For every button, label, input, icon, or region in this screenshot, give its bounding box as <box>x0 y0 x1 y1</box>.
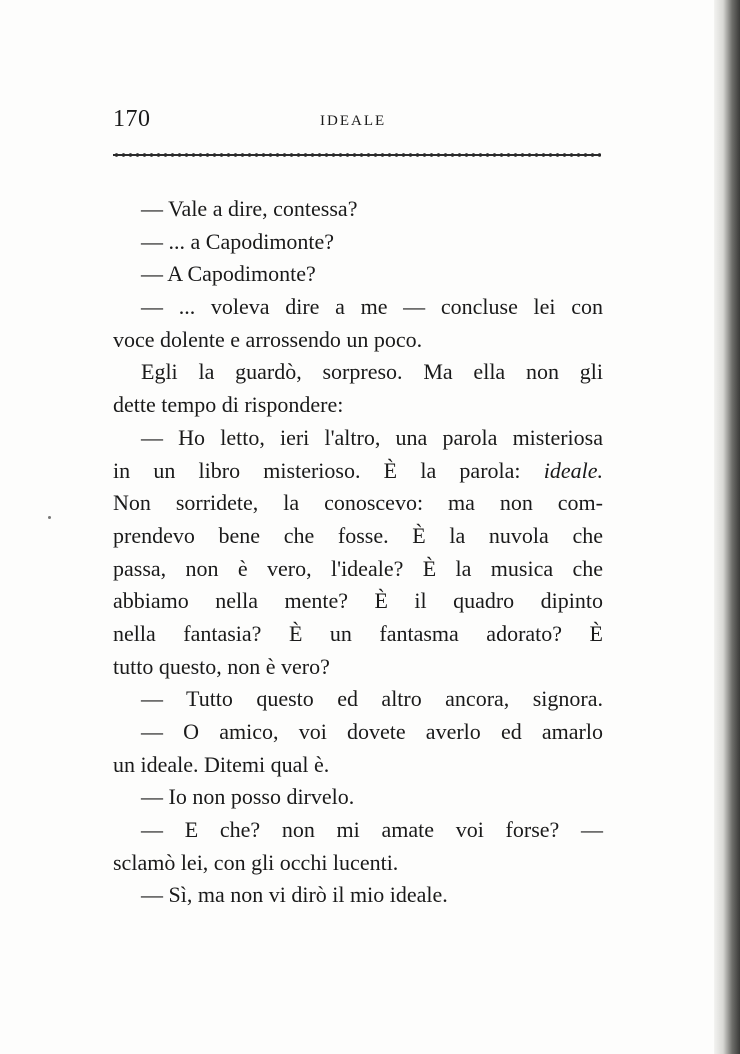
text-line: dette tempo di rispondere: <box>113 392 344 418</box>
text-line: — E che? non mi amate voi forse? — <box>141 817 603 843</box>
text-line: — Tutto questo ed altro ancora, signora. <box>141 686 603 712</box>
text-line: — Ho letto, ieri l'altro, una parola misteriosa <box>141 424 603 450</box>
text-line: — ... a Capodimonte? <box>141 228 335 254</box>
text-line: — ... voleva dire a me — concluse lei con <box>141 294 603 320</box>
text-line: — A Capodimonte? <box>141 261 316 287</box>
text-line: tutto questo, non è vero? <box>113 653 330 679</box>
text-line: sclamò lei, con gli occhi lucenti. <box>113 849 399 875</box>
text-line: abbiamo nella mente? È il quadro dipinto <box>113 588 603 614</box>
text-line: — O amico, voi dovete averlo ed amarlo <box>141 719 603 744</box>
text-segment: in un libro misterioso. È la parola: <box>113 457 521 483</box>
text-line: Non sorridete, la conoscevo: ma non com- <box>113 490 603 516</box>
page-number: 170 <box>113 106 151 132</box>
text-line: passa, non è vero, l'ideale? È la musica che <box>113 555 603 581</box>
book-spine-shadow <box>714 0 740 1054</box>
text-line: un ideale. Ditemi qual è. <box>113 751 330 777</box>
paper-speck <box>48 516 51 519</box>
text-line-with-italic <box>113 455 603 488</box>
body-text <box>113 193 603 912</box>
text-line: Egli la guardò, sorpreso. Ma ella non gli <box>141 359 603 385</box>
italic-word: ideale. <box>543 457 603 483</box>
text-line: — Sì, ma non vi dirò il mio ideale. <box>141 882 448 908</box>
text-line: — Io non posso dirvelo. <box>141 784 355 810</box>
text-line: voce dolente e arrossendo un poco. <box>113 326 423 352</box>
text-line: — Vale a dire, contessa? <box>141 196 358 221</box>
text-line: prendevo bene che fosse. È la nuvola che <box>113 522 603 548</box>
text-line: nella fantasia? È un fantasma adorato? È <box>113 620 603 646</box>
running-title: IDEALE <box>320 113 387 129</box>
ornamental-rule <box>113 150 601 160</box>
